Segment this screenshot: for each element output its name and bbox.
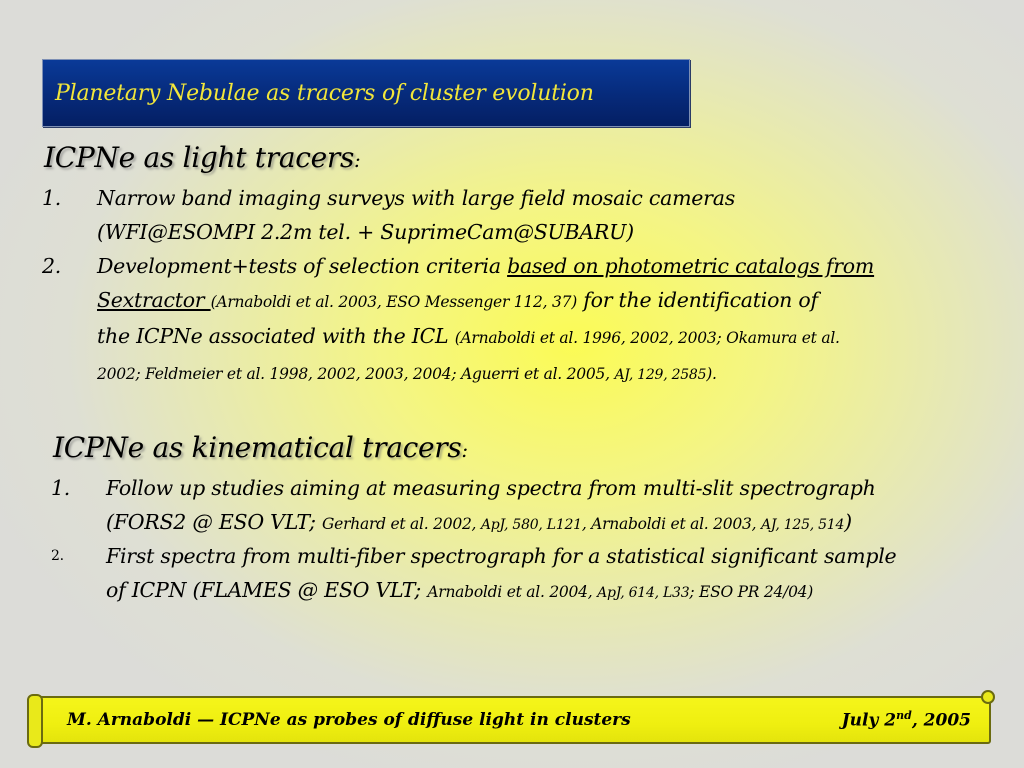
section-heading-light-tracers bbox=[44, 141, 360, 174]
underlined-text: based on photometric catalogs from bbox=[507, 254, 875, 278]
item-line bbox=[106, 505, 876, 542]
journal-ref: AJ, 129, 2585 bbox=[614, 367, 707, 383]
list-number: 2. bbox=[42, 254, 62, 278]
citation: Arnaboldi et al. 2004, bbox=[427, 583, 598, 601]
section-heading-text: ICPNe as light tracers bbox=[44, 141, 355, 174]
citation: (Arnaboldi et al. 2003, ESO Messenger 112, 37) bbox=[210, 293, 578, 311]
item-text: of ICPN (FLAMES @ ESO VLT; bbox=[106, 578, 428, 602]
citation-end: ) bbox=[844, 510, 852, 534]
item-line bbox=[97, 355, 874, 392]
item-line: Follow up studies aiming at measuring spectra from multi-slit spectrograph bbox=[106, 476, 876, 500]
item-text: (FORS2 @ ESO VLT; bbox=[106, 510, 323, 534]
underlined-text: Sextractor bbox=[97, 288, 211, 312]
title-banner bbox=[42, 59, 690, 127]
journal-ref: AJ, 125, 514 bbox=[760, 517, 845, 533]
item-line: Narrow band imaging surveys with large field mosaic cameras bbox=[97, 186, 735, 210]
scroll-curl-decoration bbox=[27, 694, 43, 748]
item-line bbox=[97, 319, 874, 355]
footer-date-sup: nd bbox=[896, 709, 912, 723]
item-line bbox=[97, 283, 874, 319]
item-text: for the identification of bbox=[577, 288, 818, 312]
scroll-curl-decoration bbox=[981, 690, 995, 704]
slide-title: Planetary Nebulae as tracers of cluster evolution bbox=[55, 80, 594, 106]
list-item-1-follow-up bbox=[51, 471, 876, 542]
item-line bbox=[97, 249, 874, 283]
item-line: (WFI@ESOMPI 2.2m tel. + SuprimeCam@SUBARU) bbox=[97, 220, 634, 244]
journal-ref: ApJ, 580, L121 bbox=[480, 517, 582, 533]
heading-colon: : bbox=[354, 148, 361, 172]
footer-date bbox=[842, 709, 971, 731]
footer-date-prefix: July 2 bbox=[841, 710, 897, 731]
footer-date-suffix: , 2005 bbox=[911, 710, 971, 731]
journal-ref: ApJ, 614, L33 bbox=[597, 585, 690, 601]
list-item-2-first-spectra bbox=[51, 539, 897, 610]
citation: ; ESO PR 24/04) bbox=[689, 583, 814, 601]
citation: Gerhard et al. 2002, bbox=[322, 515, 481, 533]
heading-colon: : bbox=[461, 438, 468, 462]
list-item-1-imaging bbox=[42, 181, 735, 249]
footer-banner bbox=[31, 696, 991, 744]
citation: 2002; Feldmeier et al. 1998, 2002, 2003, 2004; Aguerri et al. 2005, bbox=[97, 365, 615, 383]
footer-author-title: M. Arnaboldi — ICPNe as probes of diffuse light in clusters bbox=[67, 710, 631, 730]
citation: (Arnaboldi et al. 1996, 2002, 2003; Okamura et al. bbox=[454, 329, 840, 347]
section-heading-text: ICPNe as kinematical tracers bbox=[53, 431, 462, 464]
item-line bbox=[106, 573, 896, 610]
item-text: Development+tests of selection criteria bbox=[97, 254, 508, 278]
list-number: 1. bbox=[42, 186, 62, 210]
item-line: First spectra from multi-fiber spectrograph for a statistical significant sample bbox=[106, 544, 897, 568]
section-heading-kinematical-tracers bbox=[53, 431, 468, 464]
citation: , Arnaboldi et al. 2003, bbox=[581, 515, 761, 533]
citation-end: ). bbox=[706, 365, 717, 383]
list-number: 1. bbox=[51, 476, 71, 500]
list-item-2-selection-criteria bbox=[42, 249, 875, 392]
list-number: 2. bbox=[51, 548, 64, 564]
item-text: the ICPNe associated with the ICL bbox=[97, 324, 455, 348]
